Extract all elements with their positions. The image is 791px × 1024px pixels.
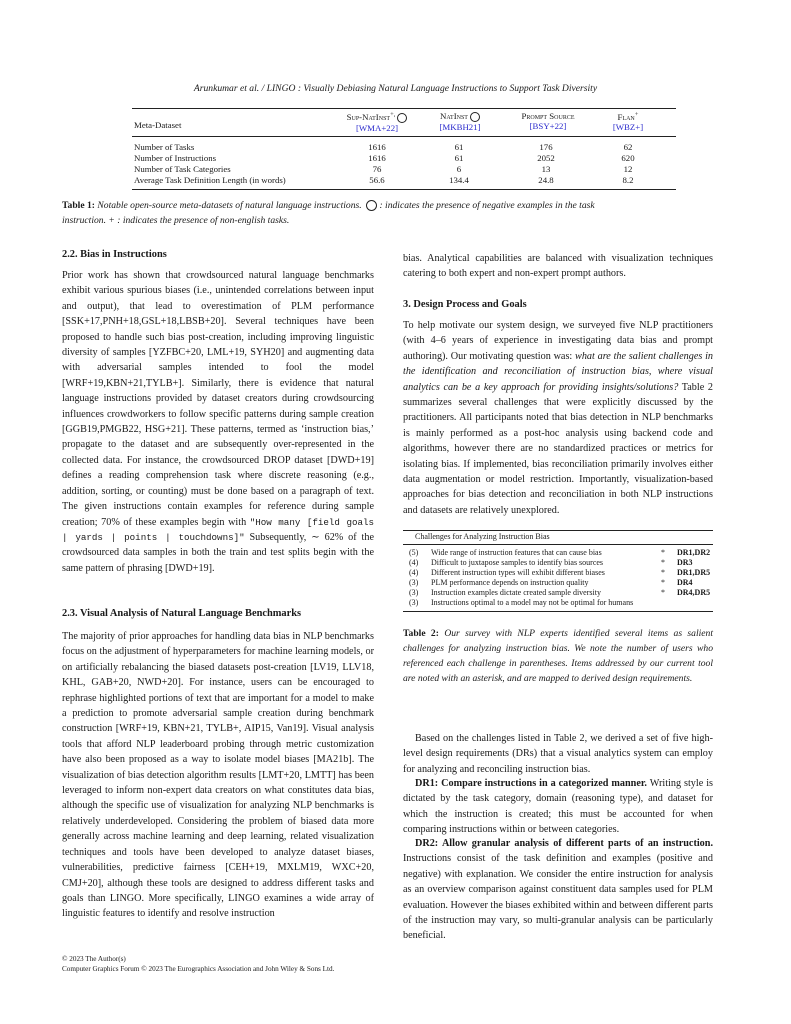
table2-header: Challenges for Analyzing Instruction Bias [415, 532, 550, 541]
copyright-line: © 2023 The Author(s) [62, 955, 126, 963]
table1-col-natinst: NatInst [MKBH21] [439, 111, 481, 132]
table1-stub-header: Meta-Dataset [134, 120, 182, 130]
design-requirements-intro: Based on the challenges listed in Table 2, we derived a set of five high-level design requirements (DRs) that a visual analytics system can employ for analyzing and reconciling instruction bias. [403, 733, 713, 775]
table2-caption: Table 2: Our survey with NLP experts identified several items as salient challenges for analyzing instruction bias. We note the number of users who referenced each challenge in parentheses. Items addressed by our current tool are noted with an asterisk, and are mapped to derived design requirements. [403, 628, 714, 684]
journal-line: Computer Graphics Forum © 2023 The Eurographics Association and John Wiley & Sons Ltd. [62, 965, 335, 973]
dr1-paragraph: DR1: Compare instructions in a categorized manner. Writing style is dictated by the task category, domain (reasoning type), and dataset for which the instruction is created; this must be accounted for when comparing instructions within or between categories. [403, 778, 713, 836]
section-heading: 2.2. Bias in Instructions [62, 249, 167, 260]
table-row: (4) Difficult to juxtapose samples to identify bias sources * DR3 [409, 558, 693, 567]
running-header: Arunkumar et al. / LINGO : Visually Debiasing Natural Language Instructions to Support Task Diversity [193, 83, 598, 94]
table-2 [403, 530, 713, 614]
section-heading: 2.3. Visual Analysis of Natural Language Benchmarks [62, 608, 302, 619]
table1-col-supnatinst: Sup-NatInst+, [WMA+22] [322, 111, 432, 133]
table-row: (3) Instruction examples dictate created sample diversity * DR4,DR5 [409, 588, 711, 597]
table-row: (5) Wide range of instruction features that can cause bias * DR1,DR2 [409, 548, 711, 557]
table-row: (3) Instructions optimal to a model may not be optimal for humans [409, 598, 634, 607]
table-row: (3) PLM performance depends on instruction quality * DR4 [409, 578, 693, 587]
table-row: (4) Different instruction types will exhibit different biases * DR1,DR5 [409, 568, 711, 577]
table1-col-flan: Flan+ [WBZ+] [612, 111, 644, 132]
table1-caption: Table 1: Notable open-source meta-datasets of natural language instructions. : indicates the presence of negative examples in the task instruction. + : indicates the presence of non-english tasks. [62, 200, 595, 226]
circle-icon [366, 200, 377, 211]
table-1: Meta-Dataset Sup-NatInst+, [WMA+22] NatInst [MKBH21] Prompt Source [BSY+22] Flan+ [WBZ+] Number of Tasks 1616 61 176 62 Number of Instructions 1616 61 2052 620 Number of Task Categories 76 6 13 12 Average Task Definition Length (in words) 56.6 134.4 24.8 8.2 [132, 107, 676, 192]
circle-icon [470, 112, 480, 122]
table1-col-promptsource: Prompt Source [BSY+22] [521, 111, 575, 131]
section-2-3-body: The majority of prior approaches for handling data bias in NLP benchmarks focus on the adjustment of hyperparameters for machine learning models, or on artificially rebalancing the biased datasets post-creation [LV19, LLV18, KHL, GAB+20, NWD+20]. For instance, users can be encouraged to rephrase highlighted portions of text that are important for a model to make a prediction to promote adversarial sample creation during benchmark construction [WRF+19, KBN+21, TYLB+, AIP15, Van19]. Visual analysis tools that afford NLP leaderboard probing through metric customization have also been proposed as a way to isolate model biases [MA21b]. The visualization of bias detection algorithm results [LMT+20, LMTT] has been leveraged to inform non-expert data creators on what constitutes data bias, although the specific use of visualization for analyzing NLP benchmarks is relatively underdeveloped. Considering the problem of biased data more generally across machine learning and deep learning, related visualization techniques and tools have been developed to analyze dataset biases, vulnerabilities, predictive fairness [CEH+19, MXLM19, WXC+20, CMJ+20], although these tools are designed to address different tasks and goals than LINGO. More specifically, LINGO examines a wide array of linguistic features to identify and resolve instruction [62, 631, 374, 920]
section-3-body: To help motivate our system design, we surveyed five NLP practitioners (with 4–6 years of experience in investigating data bias and prompt authoring). Our motivating question was: what are the salient challenges in the identification and reconciliation of instruction bias, where visual analytics can be a key approach for providing insights/solutions? Table 2 summarizes several challenges that were explicitly discussed by the practitioners. All participants noted that bias detection in NLP benchmarks is mainly performed as a post-hoc analysis using backend code and algorithms, however there are no standardized practices or metrics for isolating bias. If implemented, bias reconciliation primarily involves either data augmentation or model restriction. Importantly, visualization-based approaches for bias detection and reconciliation in both NLP instructions and datasets are relatively unexplored. [403, 320, 714, 516]
page-footer [62, 954, 562, 974]
section-heading: 3. Design Process and Goals [403, 299, 527, 310]
section-2-2-body: Prior work has shown that crowdsourced natural language benchmarks exhibit various spurious biases (i.e., unintended correlations between input and output), that lead to overestimation of PLM performance [SSK+17,PNH+18,GSL+18,LBSB+20]. Several techniques have been proposed to handle such bias post-creation, including improving linguistic diversity of samples [YZFBC+20, LML+19, SYH20] and augmenting data with adversarial samples intended to fool the model [WRF+19,KBN+21,TYLB+]. Similarly, there is evidence that natural language instructions provided by dataset creators during crowdsourcing influences crowdworkers to follow specific patterns during sample creation [GGB19,PMGB22, HSG+21]. These patterns, termed as ‘instruction bias,’ propagate to the dataset and are subsequently over-represented in the collected data. For instance, the crowdsourced DROP dataset [DWD+19] defines a reading comprehension task where discrete reasoning (e.g., addition, sorting, or counting) must be done based on a paragraph of text. The given instructions contain examples for reference during sample creation; 70% of these examples begin with "How many [field goals | yards | points | touchdowns]" Subsequently, ∼ 62% of the crowdsourced data samples in both the train and test splits begin with the same pattern of phrasing [DWD+19]. [62, 270, 375, 574]
dr2-paragraph: DR2: Allow granular analysis of different parts of an instruction. Instructions consist of the task definition and examples (positive and negative) with explanation. We consider the entire instruction for analysis as an overview comparison against constituent data samples used for PLM evaluation. However the biases exhibited within and between different parts of the instruction may vary, so multi-granular analysis can be particularly beneficial. [403, 838, 713, 942]
intro-continuation: bias. Analytical capabilities are balanced with visualization techniques catering to both expert and non-expert prompt authors. [403, 253, 713, 280]
circle-icon [397, 113, 407, 123]
